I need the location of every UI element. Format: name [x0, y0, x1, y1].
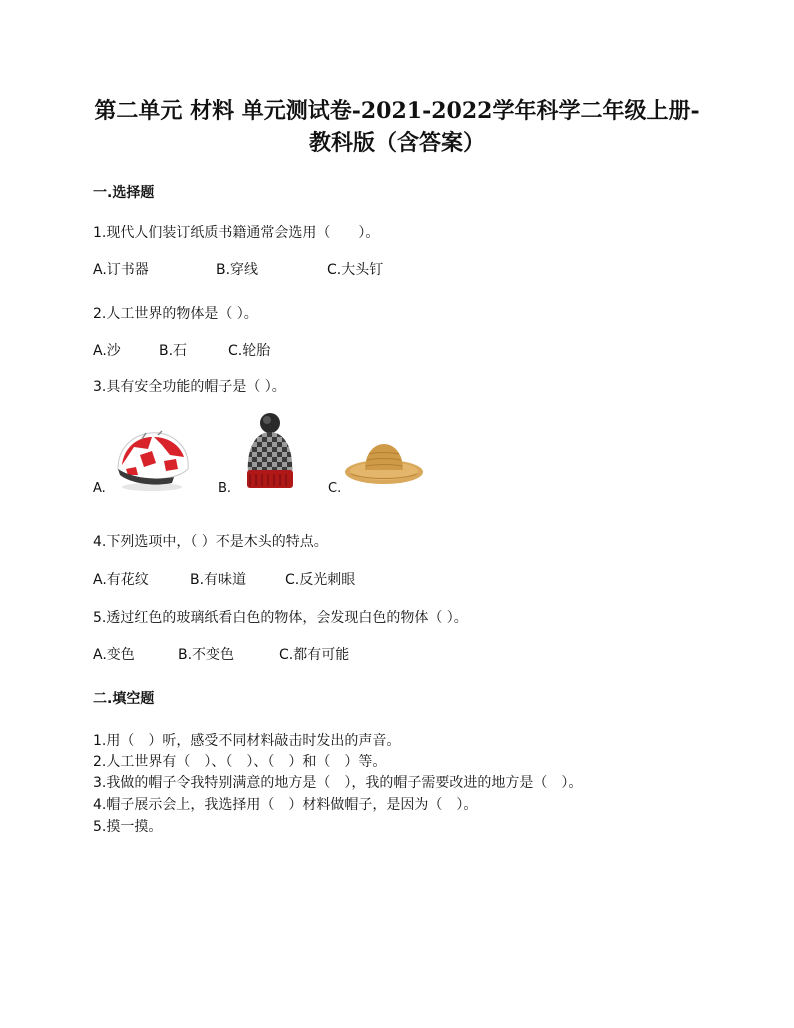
- option-b: B.石: [159, 343, 188, 359]
- option-c: C.都有可能: [279, 647, 350, 663]
- option-a: A.变色: [93, 647, 135, 663]
- page-title-line-1: 第二单元 材料 单元测试卷-2021-2022学年科学二年级上册-: [94, 98, 700, 124]
- question-4: 4.下列选项中，（ ）不是木头的特点。: [93, 534, 328, 550]
- option-a: A.沙: [93, 343, 121, 359]
- bike-helmet-icon: [112, 425, 192, 495]
- fill-question-4: 4.帽子展示会上，我选择用（ ）材料做帽子，是因为（ ）。: [93, 797, 478, 813]
- option-b: B.穿线: [216, 262, 259, 278]
- option-a: A.有花纹: [93, 572, 149, 588]
- section-heading-choice: 一.选择题: [93, 185, 155, 201]
- question-3: 3.具有安全功能的帽子是（ ）。: [93, 379, 286, 395]
- section-heading-fill: 二.填空题: [93, 691, 155, 707]
- page-title-line-2: 教科版（含答案）: [308, 130, 485, 156]
- fill-question-5: 5.摸一摸。: [93, 819, 163, 835]
- question-1: 1.现代人们装订纸质书籍通常会选用（ ）。: [93, 225, 380, 241]
- fill-question-2: 2.人工世界有（ ）、（ ）、（ ）和（ ）等。: [93, 754, 387, 770]
- fill-question-1: 1.用（ ）听，感受不同材料敲击时发出的声音。: [93, 733, 401, 749]
- option-c: C.轮胎: [228, 343, 271, 359]
- option-b: B.不变色: [178, 647, 235, 663]
- fill-question-3: 3.我做的帽子令我特别满意的地方是（ ），我的帽子需要改进的地方是（ ）。: [93, 775, 583, 791]
- option-c: C.: [328, 481, 342, 496]
- option-b: B.: [218, 481, 232, 496]
- option-a: A.订书器: [93, 262, 149, 278]
- question-2: 2.人工世界的物体是（ ）。: [93, 306, 258, 322]
- straw-hat-icon: [343, 440, 425, 486]
- option-b: B.有味道: [190, 572, 247, 588]
- question-5: 5.透过红色的玻璃纸看白色的物体，会发现白色的物体（ ）。: [93, 610, 468, 626]
- option-a: A.: [93, 481, 106, 496]
- option-c: C.大头钉: [327, 262, 384, 278]
- knit-beanie-icon: [242, 412, 298, 492]
- option-c: C.反光刺眼: [285, 572, 356, 588]
